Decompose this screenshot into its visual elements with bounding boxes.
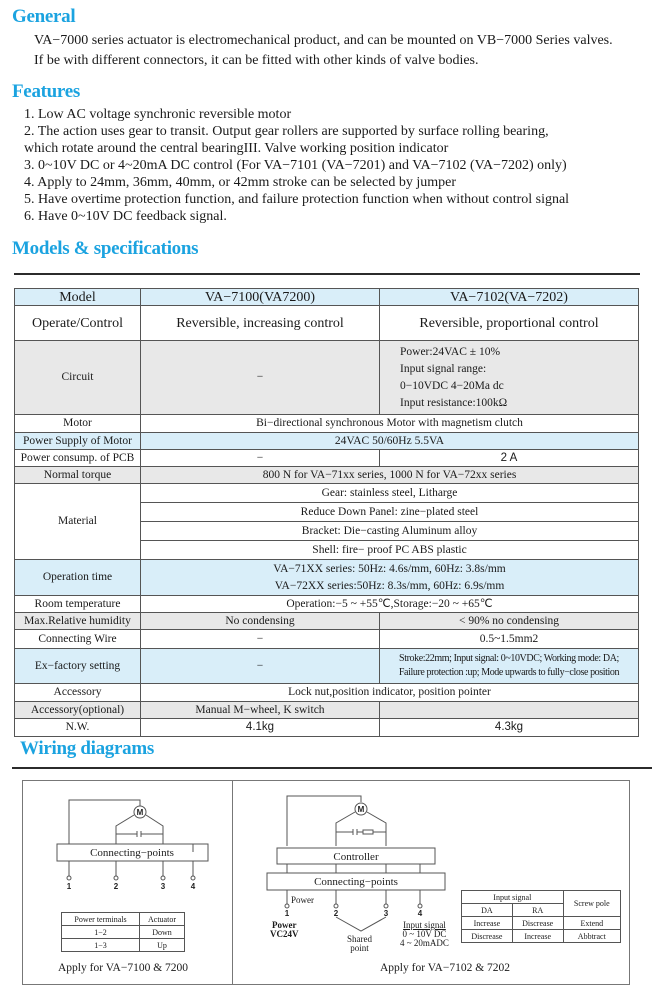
row-label: Power Supply of Motor: [15, 433, 141, 450]
terminal-icon: [191, 876, 195, 880]
cell: −: [141, 341, 380, 415]
cell: −: [141, 450, 380, 467]
wiring-heading: Wiring diagrams: [20, 738, 154, 759]
left-caption: Apply for VA−7100 & 7200: [58, 962, 189, 974]
cell: < 90% no condensing: [380, 613, 639, 630]
power-terminal-table: [61, 912, 185, 952]
table-cell: 1−3: [62, 939, 140, 952]
exfactory-line: Stroke:22mm; Input signal: 0~10VDC; Working mode: DA;: [399, 653, 619, 664]
terminal-icon: [334, 904, 338, 908]
signal-direction-table: [461, 890, 621, 943]
row-label: Max.Relative humidity: [15, 613, 141, 630]
feature-item: which rotate around the central bearingIII. Valve working position indicator: [24, 141, 449, 156]
cell: Manual M−wheel, K switch: [141, 702, 380, 719]
feature-item: 6. Have 0~10V DC feedback signal.: [24, 209, 227, 224]
power-label: [270, 921, 299, 939]
table-cell: Up: [140, 939, 185, 952]
row-label: Power consump. of PCB: [15, 450, 141, 467]
row-label: Accessory: [15, 684, 141, 702]
power-tag: Power: [291, 895, 314, 905]
table-header: Actuator: [140, 913, 185, 926]
feature-item: 4. Apply to 24mm, 36mm, 40mm, or 42mm stroke can be selected by jumper: [24, 175, 456, 190]
feature-item: 2. The action uses gear to transit. Output gear rollers are supported by surface rolling bearing,: [24, 124, 549, 139]
cell: 24VAC 50/60Hz 5.5VA: [141, 433, 639, 450]
cell: 2 A: [380, 450, 639, 467]
terminal-icon: [67, 876, 71, 880]
row-label: Normal torque: [15, 467, 141, 484]
exfactory-line: Failure protection :up; Mode upwards to fully−close position: [398, 667, 620, 678]
table-cell: 1−2: [62, 926, 140, 939]
row-label: Material: [15, 484, 141, 560]
input-label-line: Input signal: [403, 920, 446, 930]
cell: No condensing: [141, 613, 380, 630]
right-connecting-label: Connecting−points: [314, 876, 398, 888]
header-col2: VA−7102(VA−7202): [380, 289, 639, 306]
op-time-line: VA−72XX series:50Hz: 8.3s/mm, 60Hz: 6.9s/mm: [274, 579, 505, 592]
terminal-icon: [285, 904, 289, 908]
input-label-line: 0 ~ 10V DC: [402, 929, 447, 939]
cell: Lock nut,position indicator, position pointer: [141, 684, 639, 702]
cell: Bracket: Die−casting Aluminum alloy: [141, 522, 639, 541]
terminal-label: 1: [66, 882, 72, 891]
terminal-icon: [418, 904, 422, 908]
general-line: VA−7000 series actuator is electromechanical product, and can be mounted on VB−7000 Series valves.: [34, 33, 613, 48]
cell: Reversible, proportional control: [380, 306, 639, 341]
table-header: Input signal: [462, 891, 564, 904]
cell: 800 N for VA−71xx series, 1000 N for VA−72xx series: [141, 467, 639, 484]
row-label: Room temperature: [15, 596, 141, 613]
cell: Shell: fire− proof PC ABS plastic: [141, 541, 639, 560]
cell: Gear: stainless steel, Litharge: [141, 484, 639, 503]
row-label: Operation time: [15, 560, 141, 596]
controller-label: Controller: [333, 851, 379, 863]
table-header: RA: [512, 904, 563, 917]
table-cell: Increase: [462, 917, 513, 930]
cell: 0.5~1.5mm2: [380, 630, 639, 649]
table-header: Screw pole: [563, 891, 620, 917]
general-line: If be with different connectors, it can be fitted with other kinds of valve bodies.: [34, 53, 479, 68]
table-header: Power terminals: [62, 913, 140, 926]
cell: −: [141, 649, 380, 684]
terminal-label: 2: [333, 909, 339, 918]
cell: −: [141, 630, 380, 649]
row-label: Connecting Wire: [15, 630, 141, 649]
cell: 4.3kg: [380, 719, 639, 737]
terminal-icon: [114, 876, 118, 880]
table-cell: Down: [140, 926, 185, 939]
cell: 4.1kg: [141, 719, 380, 737]
cell: Reduce Down Panel: zine−plated steel: [141, 503, 639, 522]
circuit-line: Power:24VAC ± 10%: [400, 345, 501, 358]
terminal-icon: [384, 904, 388, 908]
shared-label-line: Shared: [347, 934, 372, 944]
right-caption: Apply for VA−7102 & 7202: [380, 962, 511, 974]
models-heading: Models & specifications: [12, 238, 199, 259]
terminal-label: 3: [160, 882, 166, 891]
terminal-label: 1: [284, 909, 290, 918]
terminal-icon: [161, 876, 165, 880]
shared-label-line: point: [350, 943, 369, 953]
header-col1: VA−7100(VA7200): [141, 289, 380, 306]
left-connecting-label: Connecting−points: [90, 847, 174, 859]
row-label: Ex−factory setting: [15, 649, 141, 684]
right-wire-3: [367, 812, 386, 846]
right-wire-2: [336, 812, 355, 846]
terminal-label: 4: [190, 882, 196, 891]
table-cell: Extend: [563, 917, 620, 930]
terminal-label: 2: [113, 882, 119, 891]
row-label: Motor: [15, 415, 141, 433]
row-label: Accessory(optional): [15, 702, 141, 719]
cell: Operation:−5 ~ +55℃,Storage:−20 ~ +65℃: [141, 596, 639, 613]
shared-point-wire: [336, 917, 386, 931]
features-heading: Features: [12, 81, 80, 102]
right-resistor-icon: [363, 830, 373, 834]
right-motor-label: M: [357, 805, 365, 814]
feature-item: 3. 0~10V DC or 4~20mA DC control (For VA−7101 (VA−7201) and VA−7102 (VA−7202) only): [24, 158, 567, 173]
circuit-line: Input resistance:100kΩ: [400, 396, 508, 409]
table-cell: Increase: [512, 930, 563, 943]
power-label-line: Power: [272, 920, 297, 930]
input-label-line: 4 ~ 20mADC: [400, 938, 449, 948]
shared-point-label: [347, 935, 372, 953]
header-model: Model: [15, 289, 141, 306]
row-label: Operate/Control: [15, 306, 141, 341]
feature-item: 1. Low AC voltage synchronic reversible motor: [24, 107, 292, 122]
cell: Reversible, increasing control: [141, 306, 380, 341]
general-heading: General: [12, 6, 76, 27]
row-label: Circuit: [15, 341, 141, 415]
circuit-line: Input signal range:: [400, 362, 487, 375]
cell: Bi−directional synchronous Motor with magnetism clutch: [141, 415, 639, 433]
right-wire-1: [287, 796, 361, 846]
input-signal-label: [400, 921, 449, 948]
table-cell: Discrease: [512, 917, 563, 930]
table-header: DA: [462, 904, 513, 917]
left-motor-label: M: [136, 808, 144, 817]
table-cell: Discrease: [462, 930, 513, 943]
power-label-line: VC24V: [270, 929, 299, 939]
op-time-line: VA−71XX series: 50Hz: 4.6s/mm, 60Hz: 3.8s/mm: [273, 562, 506, 575]
circuit-line: 0−10VDC 4−20Ma dc: [400, 379, 504, 392]
table-cell: Abbtract: [563, 930, 620, 943]
terminal-label: 4: [417, 909, 423, 918]
row-label: N.W.: [15, 719, 141, 737]
terminal-label: 3: [383, 909, 389, 918]
feature-item: 5. Have overtime protection function, and failure protection function when without control signal: [24, 192, 570, 207]
